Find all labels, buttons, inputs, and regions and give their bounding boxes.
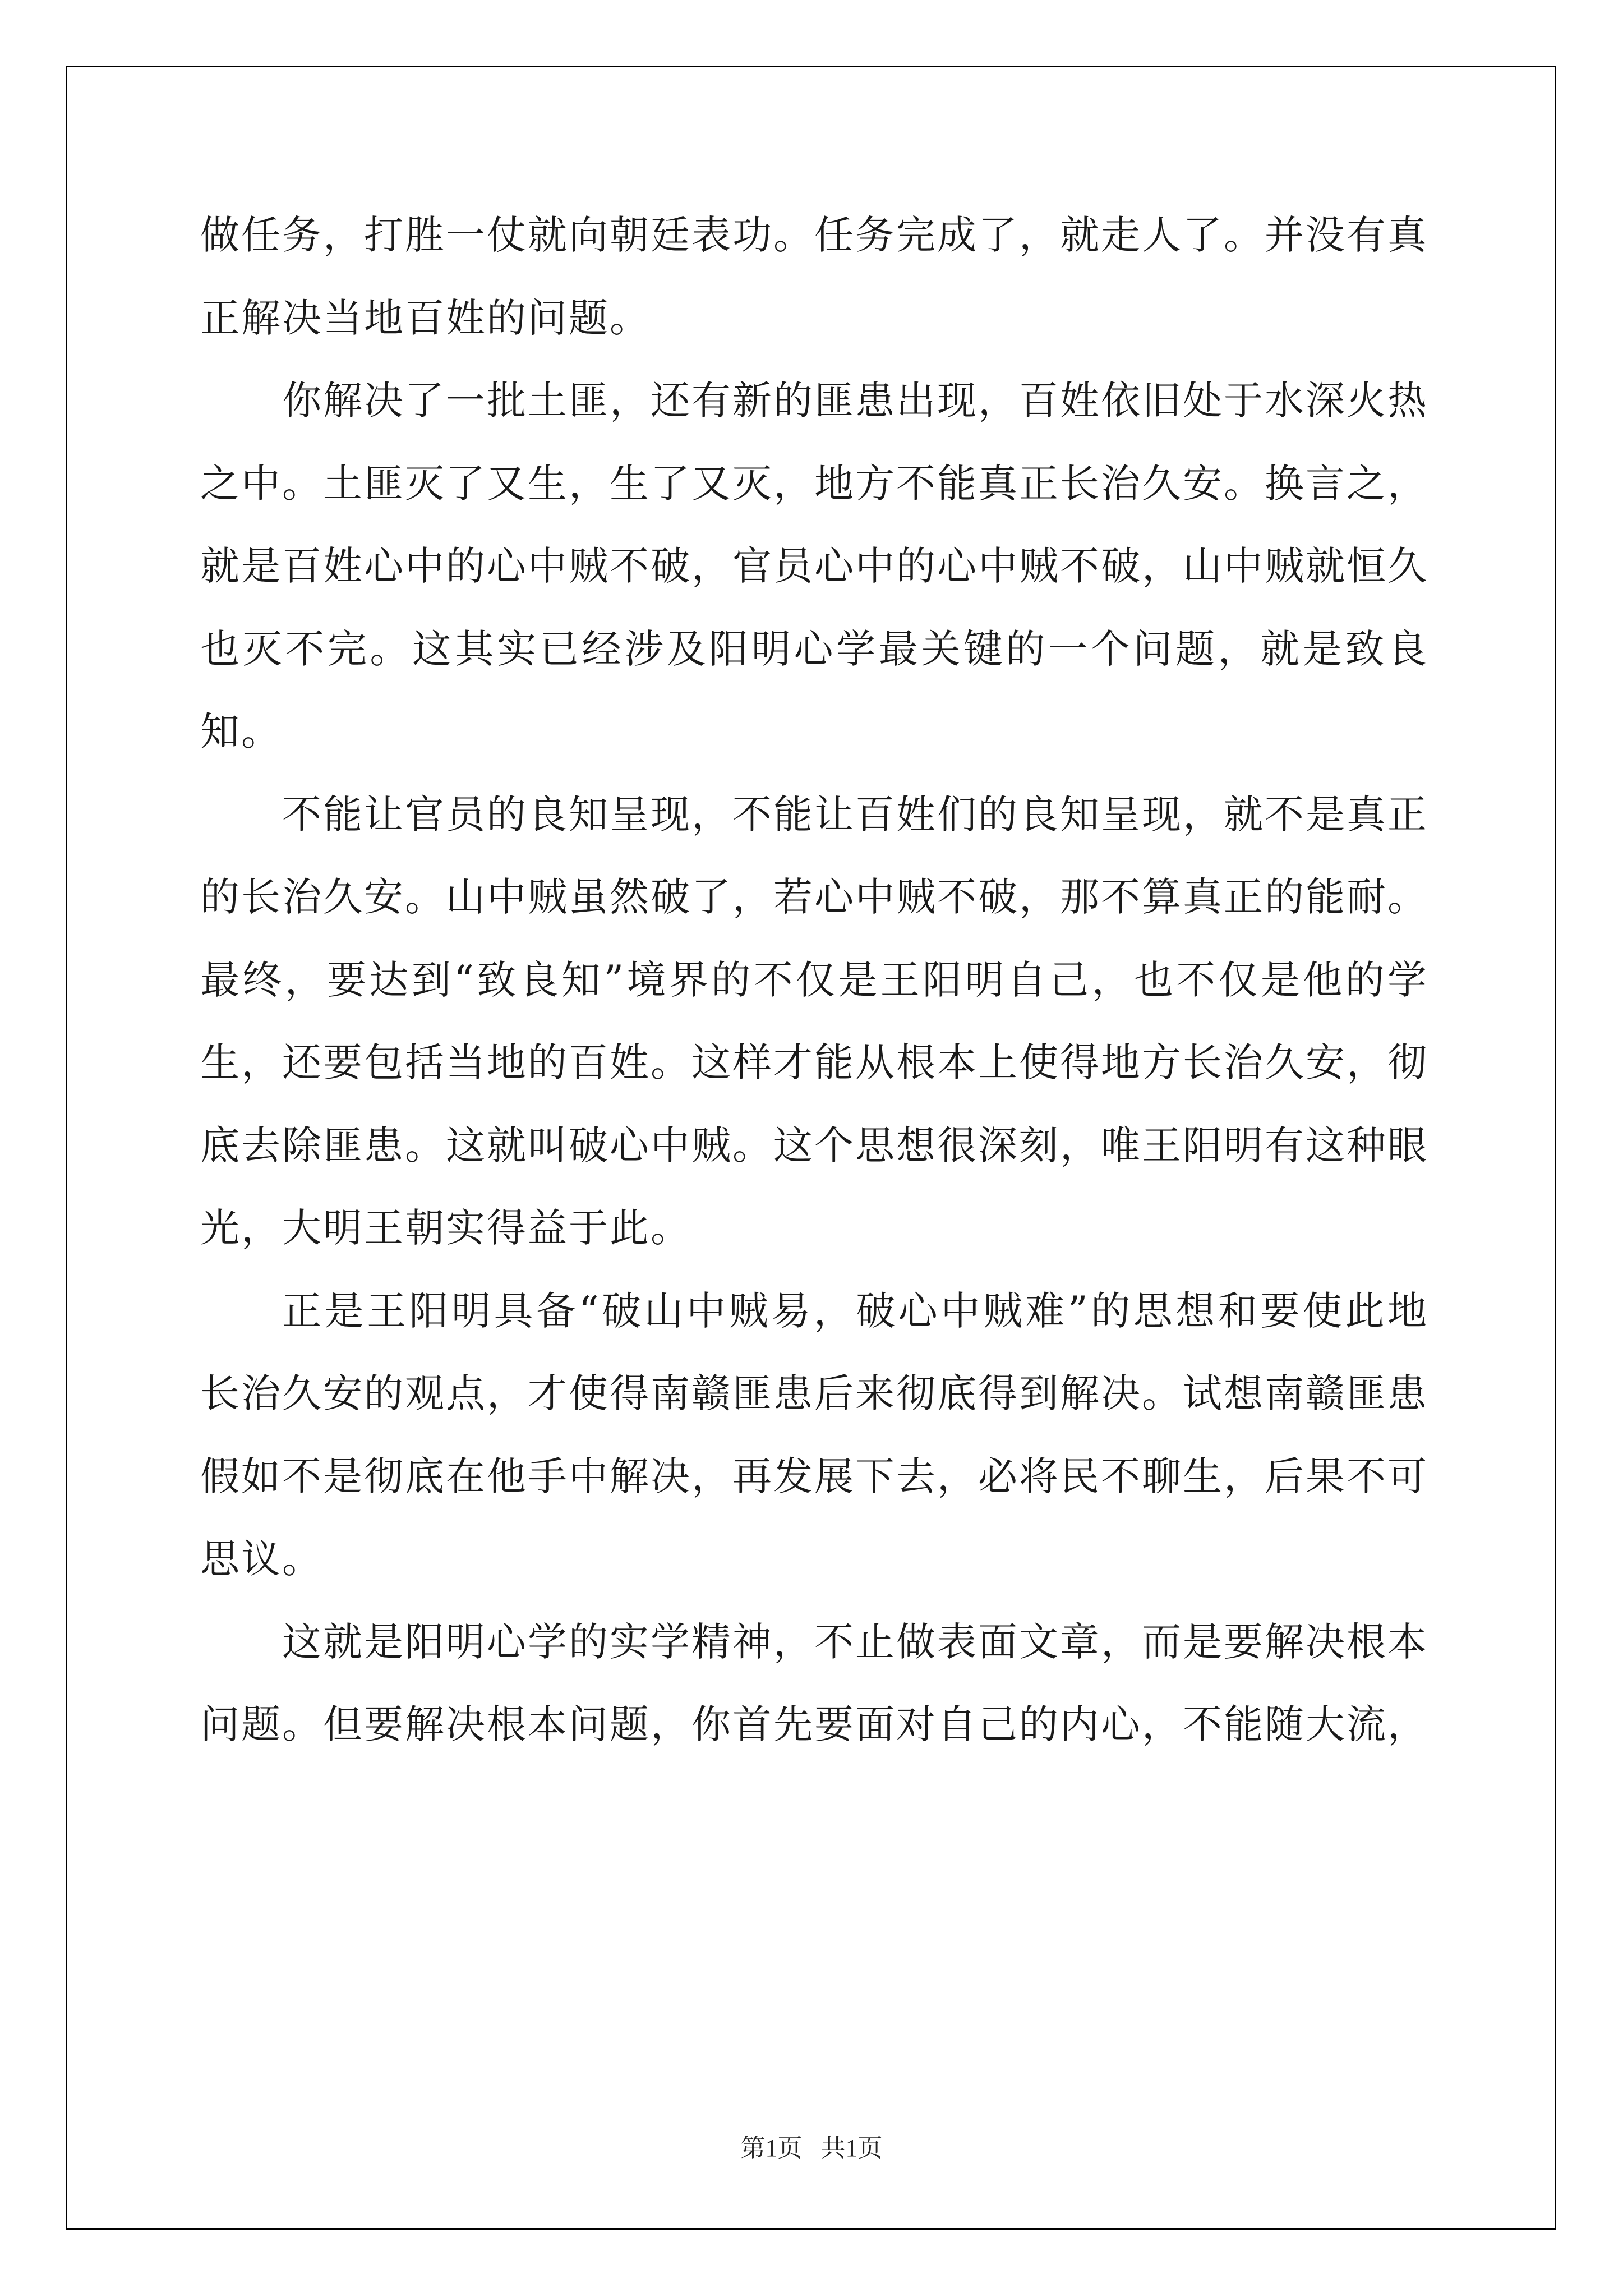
paragraph-3: 不能让官员的良知呈现，不能让百姓们的良知呈现，就不是真正的长治久安。山中贼虽然破了，若心中贼不破，那不算真正的能耐。最终，要达到“致良知”境界的不仅是王阳明自己，也不仅是他的学生，还要包括当地的百姓。这样才能从根本上使得地方长治久安，彻底去除匪患。这就叫破心中贼。这个思想很深刻，唯王阳明有这种眼光，大明王朝实得益于此。	[200, 791, 1428, 1251]
paragraph-5: 这就是阳明心学的实学精神，不止做表面文章，而是要解决根本问题。但要解决根本问题，你首先要面对自己的内心，不能随大流，	[200, 1618, 1428, 1747]
paragraph-2: 你解决了一批土匪，还有新的匪患出现，百姓依旧处于水深火热之中。土匪灭了又生，生了又灭，地方不能真正长治久安。换言之，就是百姓心中的心中贼不破，官员心中的心中贼不破，山中贼就恒久也灭不完。这其实已经涉及阳明心学最关键的一个问题，就是致良知。	[200, 378, 1428, 754]
page-number-footer: 第1页 共1页	[740, 2134, 883, 2162]
paragraph-1: 做任务，打胜一仗就向朝廷表功。任务完成了，就走人了。并没有真正解决当地百姓的问题。	[200, 212, 1428, 341]
document-body	[200, 194, 1428, 1766]
paragraph-4: 正是王阳明具备“破山中贼易，破心中贼难”的思想和要使此地长治久安的观点，才使得南赣匪患后来彻底得到解决。试想南赣匪患假如不是彻底在他手中解决，再发展下去，必将民不聊生，后果不可思议。	[200, 1287, 1428, 1582]
